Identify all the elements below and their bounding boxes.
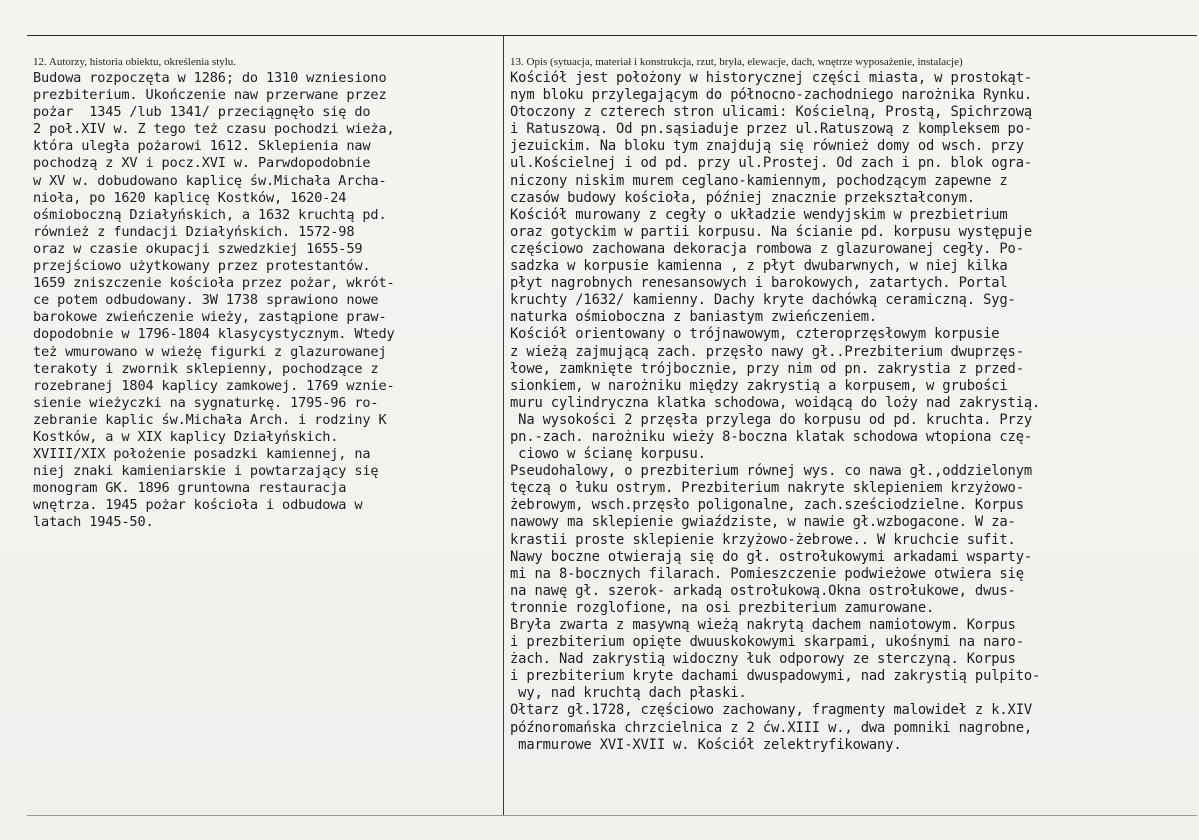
history-text-line: oraz w czasie okupacji szwedzkiej 1655-59 — [33, 240, 363, 257]
history-text-line: XVIII/XIX położenie posadzki kamiennej, na — [33, 446, 371, 463]
history-text-line: również z fundacji Działyńskich. 1572-98 — [33, 223, 355, 240]
history-text-line: wnętrza. 1945 pożar kościoła i odbudowa w — [33, 497, 363, 514]
description-text-line: Nawy boczne otwierają się do gł. ostrołukowymi arkadami wsparty- — [510, 548, 1033, 565]
history-text-line: też wmurowano w wieżę figurki z glazurowanej — [33, 343, 387, 360]
history-text-line: 1659 zniszczenie kościoła przez pożar, wkrót- — [33, 275, 395, 292]
description-text-line: sadzka w korpusie kamienna , z płyt dwubarwnych, w niej kilka — [510, 258, 1008, 275]
history-text-line: pochodzą z XV i pocz.XVI w. Parwdopodobnie — [33, 155, 371, 172]
description-text-line: oraz gotyckim w partii korpusu. Na ścianie pd. korpusu występuje — [510, 223, 1033, 240]
description-text-line: na nawę gł. szerok- arkadą ostrołukową.Okna ostrołukowe, dwus- — [510, 582, 1016, 599]
description-text-line: Pseudohalowy, o prezbiterium równej wys. co nawa gł.,oddzielonym — [510, 463, 1033, 480]
history-text-line: rozebranej 1804 kaplicy zamkowej. 1769 wznie- — [33, 377, 395, 394]
top-border-line — [27, 35, 1197, 36]
description-text-line: marmurowe XVI-XVII w. Kościół zelektryfikowany. — [510, 736, 902, 753]
description-text-line: krastii proste sklepienie krzyżowo-żebrowe.. W kruchcie sufit. — [510, 531, 1016, 548]
description-text-line: i Ratuszową. Od pn.sąsiaduje przez ul.Ratuszową z kompleksem po- — [510, 121, 1033, 138]
history-text-line: 2 poł.XIV w. Z tego też czasu pochodzi wieża, — [33, 121, 395, 138]
bottom-border-line — [27, 815, 1197, 816]
description-text-line: ciowo w ścianę korpusu. — [510, 446, 706, 463]
history-text-line: prezbiterium. Ukończenie naw przerwane przez — [33, 87, 387, 104]
description-text-line: nawowy ma sklepienie gwiaździste, w nawie gł.wzbogacone. W za- — [510, 514, 1016, 531]
description-text-line: kruchty /1632/ kamienny. Dachy kryte dachówką ceramiczną. Syg- — [510, 292, 1016, 309]
description-text-line: mi na 8-bocznych filarach. Pomieszczenie podwieżowe otwiera się — [510, 565, 1024, 582]
history-text-line: zebranie kaplic św.Michała Arch. i rodziny K — [33, 411, 387, 428]
description-text-line: wy, nad kruchtą dach płaski. — [510, 685, 747, 702]
history-text-line: przejściowo użytkowany przez protestantów. — [33, 258, 371, 275]
history-text-line: dopodobnie w 1796-1804 klasycystycznym. Wtedy — [33, 326, 395, 343]
description-text-line: Otoczony z czterech stron ulicami: Kościelną, Prostą, Spichrzową — [510, 104, 1033, 121]
description-text-line: sionkiem, w narożniku między zakrystią a korpusem, w grubości — [510, 377, 1008, 394]
history-text-line: barokowe zwieńczenie wieży, zastąpione praw- — [33, 309, 387, 326]
description-text-line: Kościół orientowany o trójnawowym, czteroprzęsłowym korpusie — [510, 326, 1000, 343]
description-text-line: jezuickim. Na bloku tym znajdują się również domy od wsch. przy — [510, 138, 1024, 155]
history-text-column — [33, 70, 498, 532]
right-column-heading: 13. Opis (sytuacja, materiał i konstrukcja, rzut, bryła, elewacje, dach, wnętrze wyposażenie, instalacje) — [510, 56, 963, 68]
description-text-column — [510, 70, 1195, 754]
history-text-line: w XV w. dobudowano kaplicę św.Michała Archa- — [33, 172, 387, 189]
description-text-line: Kościół murowany z cegły o układzie wendyjskim w prezbietrium — [510, 206, 1008, 223]
description-text-line: Ołtarz gł.1728, częściowo zachowany, fragmenty malowideł z k.XIV — [510, 702, 1033, 719]
description-text-line: Kościół jest położony w historycznej części miasta, w prostokąt- — [510, 70, 1033, 86]
description-text-line: i prezbiterium opięte dwuuskokowymi skarpami, ukośnymi na naro- — [510, 634, 1024, 651]
history-text-line: ośmioboczną Działyńskich, a 1632 kruchtą pd. — [33, 206, 387, 223]
description-text-line: częściowo zachowana dekoracja rombowa z glazurowanej cegły. Po- — [510, 240, 1024, 257]
description-text-line: z wieżą zajmującą zach. przęsło nawy gł..Prezbiterium dwuprzęs- — [510, 343, 1024, 360]
history-text-line: Budowa rozpoczęta w 1286; do 1310 wzniesiono — [33, 70, 387, 86]
description-text-line: niczony niskim murem ceglano-kamiennym, pochodzącym zapewne z — [510, 172, 1008, 189]
history-text-line: ce potem odbudowany. 3W 1738 sprawiono nowe — [33, 292, 379, 309]
description-text-line: nym bloku przylegającym do północno-zachodniego narożnika Rynku. — [510, 87, 1033, 104]
description-text-line: pn.-zach. narożniku wieży 8-boczna klatak schodowa wtopiona czę- — [510, 428, 1033, 445]
history-text-line: pożar 1345 /lub 1341/ przeciągnęło się do — [33, 104, 371, 121]
description-text-line: żach. Nad zakrystią widoczny łuk odporowy ze sterczyną. Korpus — [510, 651, 1016, 668]
history-text-line: latach 1945-50. — [33, 514, 154, 531]
history-text-line: sienie wieżyczki na sygnaturkę. 1795-96 ro- — [33, 394, 379, 411]
description-text-line: łowe, zamknięte trójbocznie, przy nim od pn. zakrystia z przed- — [510, 360, 1024, 377]
history-text-line: terakoty i zwornik sklepienny, pochodzące z — [33, 360, 379, 377]
description-text-line: muru cylindryczna klatka schodowa, woidącą do loży nad zakrystią. — [510, 394, 1041, 411]
description-text-line: tronnie rozglofione, na osi prezbiterium zamurowane. — [510, 599, 935, 616]
description-text-line: i prezbiterium kryte dachami dwuspadowymi, nad zakrystią pulpito- — [510, 668, 1041, 685]
history-text-line: monogram GK. 1896 gruntowna restauracja — [33, 480, 347, 497]
description-text-line: naturka ośmioboczna z baniastym zwieńczeniem. — [510, 309, 878, 326]
description-text-line: ul.Kościelnej i od pd. przy ul.Prostej. Od zach i pn. blok ogra- — [510, 155, 1033, 172]
description-text-line: tęczą o łuku ostrym. Prezbiterium nakryte sklepieniem krzyżowo- — [510, 480, 1024, 497]
description-text-line: czasów budowy kościoła, później znacznie przekształconym. — [510, 189, 975, 206]
history-text-line: która uległa pożarowi 1612. Sklepienia naw — [33, 138, 371, 155]
history-text-line: nioła, po 1620 kaplicę Kostków, 1620-24 — [33, 189, 347, 206]
left-column-heading: 12. Autorzy, historia obiektu, określenia stylu. — [33, 56, 237, 68]
description-text-line: płyt nagrobnych renesansowych i barokowych, zatartych. Portal — [510, 275, 1008, 292]
history-text-line: niej znaki kamieniarskie i powtarzający się — [33, 463, 379, 480]
description-text-line: żebrowym, wsch.przęsło poligonalne, zach.sześciodzielne. Korpus — [510, 497, 1024, 514]
description-text-line: Na wysokości 2 przęsła przylega do korpusu od pd. kruchta. Przy — [510, 411, 1033, 428]
column-divider — [503, 36, 504, 816]
description-text-line: późnoromańska chrzcielnica z 2 ćw.XIII w., dwa pomniki nagrobne, — [510, 719, 1033, 736]
description-text-line: Bryła zwarta z masywną wieżą nakrytą dachem namiotowym. Korpus — [510, 617, 1016, 633]
history-text-line: Kostków, a w XIX kaplicy Działyńskich. — [33, 428, 339, 445]
